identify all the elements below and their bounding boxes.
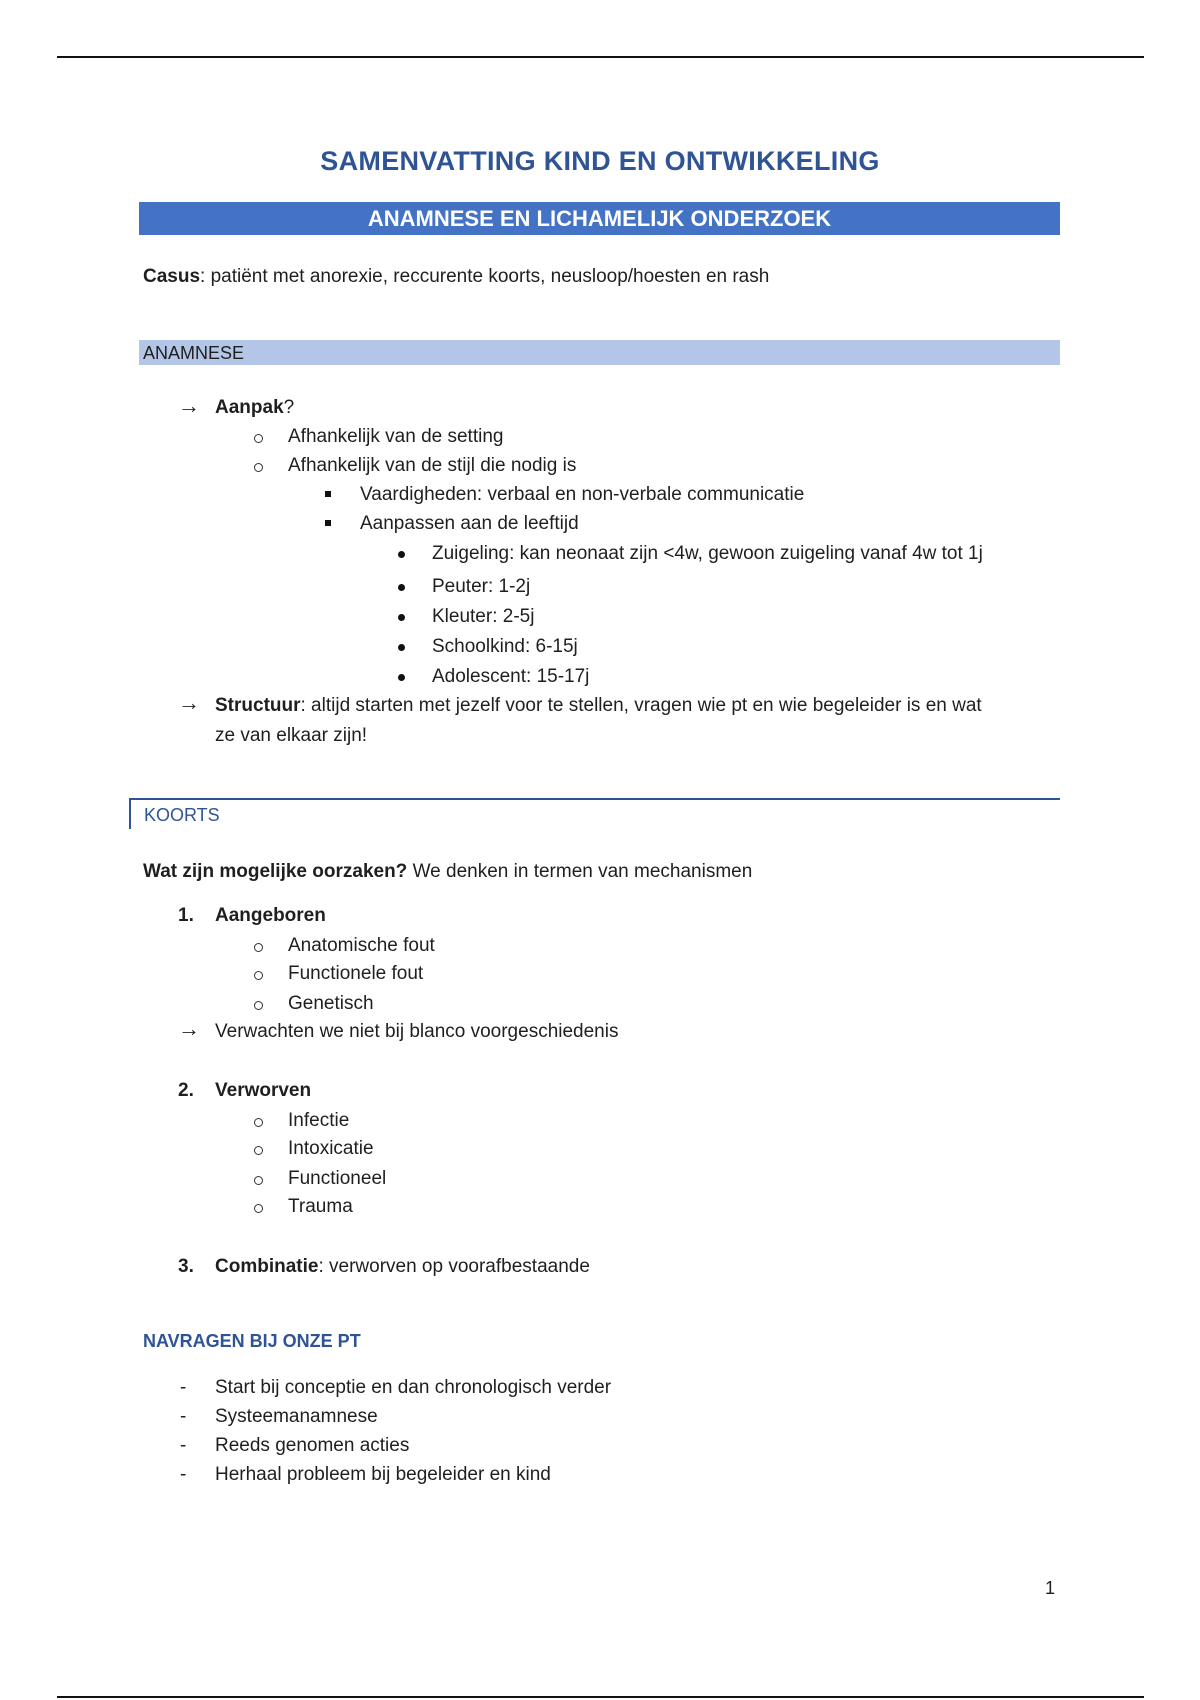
circle-bullet-icon (254, 1176, 263, 1185)
list-number: 3. (178, 1256, 194, 1277)
cause-heading: Aangeboren (215, 905, 326, 926)
list-item: Functionele fout (288, 963, 424, 984)
circle-bullet-icon (254, 1001, 263, 1010)
question-label: Wat zijn mogelijke oorzaken? (143, 861, 408, 882)
list-item: Herhaal probleem bij begeleider en kind (215, 1464, 551, 1485)
header-rule (57, 56, 1144, 58)
list-item: Adolescent: 15-17j (432, 666, 590, 687)
list-item: Intoxicatie (288, 1138, 374, 1159)
list-number: 2. (178, 1080, 194, 1101)
dot-bullet-icon (398, 551, 405, 558)
list-item: Peuter: 1-2j (432, 576, 531, 597)
list-item: Afhankelijk van de stijl die nodig is (288, 455, 577, 476)
square-bullet-icon (325, 491, 331, 497)
list-item: Trauma (288, 1196, 353, 1217)
list-item: Anatomische fout (288, 935, 435, 956)
dash-bullet-icon: - (180, 1464, 187, 1485)
list-item: Kleuter: 2-5j (432, 606, 535, 627)
dash-bullet-icon: - (180, 1435, 187, 1456)
list-item: Reeds genomen acties (215, 1435, 410, 1456)
casus-label: Casus (143, 266, 201, 287)
page-number: 1 (1045, 1578, 1056, 1598)
document-title: SAMENVATTING KIND EN ONTWIKKELING (320, 146, 880, 176)
list-item: Afhankelijk van de setting (288, 426, 504, 447)
circle-bullet-icon (254, 1146, 263, 1155)
list-item: Vaardigheden: verbaal en non-verbale communicatie (360, 484, 805, 505)
list-item: Zuigeling: kan neonaat zijn <4w, gewoon zuigeling vanaf 4w tot 1j (432, 543, 983, 564)
arrow-icon: → (178, 393, 200, 418)
cause-heading: Verworven (215, 1080, 312, 1101)
structuur-label: Structuur (215, 695, 301, 716)
casus-line (143, 266, 769, 288)
footer-rule (57, 1696, 1144, 1698)
arrow-note: Verwachten we niet bij blanco voorgeschiedenis (215, 1021, 619, 1042)
dash-bullet-icon: - (180, 1406, 187, 1427)
list-item: Start bij conceptie en dan chronologisch verder (215, 1377, 612, 1398)
circle-bullet-icon (254, 463, 263, 472)
dot-bullet-icon (398, 674, 405, 681)
koorts-heading: KOORTS (129, 798, 1060, 829)
list-item: Infectie (288, 1110, 350, 1131)
circle-bullet-icon (254, 1204, 263, 1213)
circle-bullet-icon (254, 971, 263, 980)
dot-bullet-icon (398, 584, 405, 591)
circle-bullet-icon (254, 1118, 263, 1127)
aanpak-label: Aanpak (215, 397, 284, 418)
list-item: Functioneel (288, 1168, 387, 1189)
list-item: Schoolkind: 6-15j (432, 636, 578, 657)
circle-bullet-icon (254, 943, 263, 952)
square-bullet-icon (325, 520, 331, 526)
dot-bullet-icon (398, 644, 405, 651)
cause-heading: Combinatie: verworven op voorafbestaande (215, 1256, 590, 1277)
list-item: Genetisch (288, 993, 374, 1014)
aanpak-line: Aanpak? (215, 397, 295, 418)
koorts-question: Wat zijn mogelijke oorzaken? We denken in termen van mechanismen (143, 861, 753, 882)
list-item: Systeemanamnese (215, 1406, 378, 1427)
casus-text: : patiënt met anorexie, reccurente koorts, neusloop/hoesten en rash (200, 266, 770, 287)
circle-bullet-icon (254, 434, 263, 443)
dash-bullet-icon: - (180, 1377, 187, 1398)
list-number: 1. (178, 905, 194, 926)
section-banner: ANAMNESE EN LICHAMELIJK ONDERZOEK (139, 202, 1060, 235)
list-item: Aanpassen aan de leeftijd (360, 513, 579, 534)
structuur-line-2: ze van elkaar zijn! (215, 725, 368, 746)
navragen-heading: NAVRAGEN BIJ ONZE PT (143, 1331, 361, 1351)
anamnese-heading: ANAMNESE (139, 340, 1060, 365)
arrow-icon: → (178, 690, 200, 715)
structuur-line: Structuur: altijd starten met jezelf voor te stellen, vragen wie pt en wie begeleider is en wat (215, 695, 982, 716)
arrow-icon: → (178, 1016, 200, 1041)
dot-bullet-icon (398, 614, 405, 621)
